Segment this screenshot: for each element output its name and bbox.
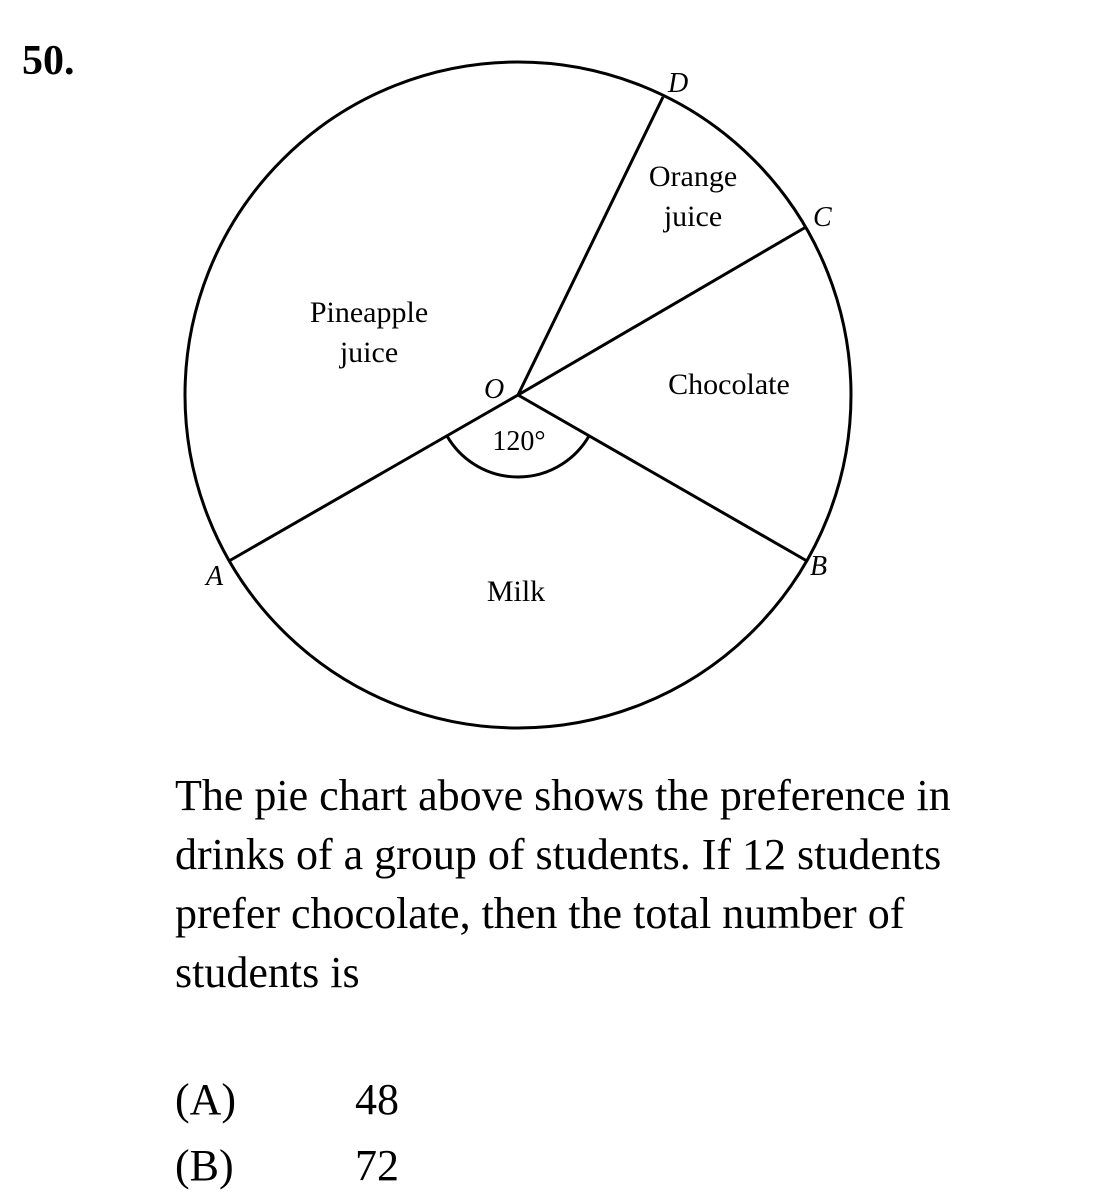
option-b[interactable] (175, 1141, 399, 1190)
question-text: The pie chart above shows the preference in drinks of a group of students. If 12 students prefer chocolate, then the total number of students is (175, 771, 951, 997)
sector-label-pineapple-line2: juice (339, 336, 399, 369)
radius-od (518, 97, 663, 395)
radius-oa (229, 395, 518, 561)
option-a-letter: (A) (175, 1075, 237, 1124)
question-number: 50. (22, 38, 75, 84)
point-label-c: C (813, 202, 832, 233)
option-a-value: 48 (355, 1075, 399, 1124)
point-label-b: B (810, 551, 828, 582)
sector-label-orange-line2: juice (663, 200, 723, 233)
radius-ob (518, 395, 807, 561)
option-a[interactable] (175, 1075, 399, 1124)
sector-label-pineapple-line1: Pineapple (309, 296, 429, 329)
point-label-a: A (206, 561, 224, 592)
option-b-value: 72 (355, 1141, 399, 1190)
angle-label: 120° (492, 426, 546, 457)
sector-label-chocolate: Chocolate (668, 368, 790, 401)
center-label-o: O (484, 374, 505, 405)
sector-label-milk: Milk (486, 575, 546, 608)
point-label-d: D (668, 68, 689, 99)
option-b-letter: (B) (175, 1141, 234, 1190)
sector-label-orange-line1: Orange (648, 160, 738, 193)
